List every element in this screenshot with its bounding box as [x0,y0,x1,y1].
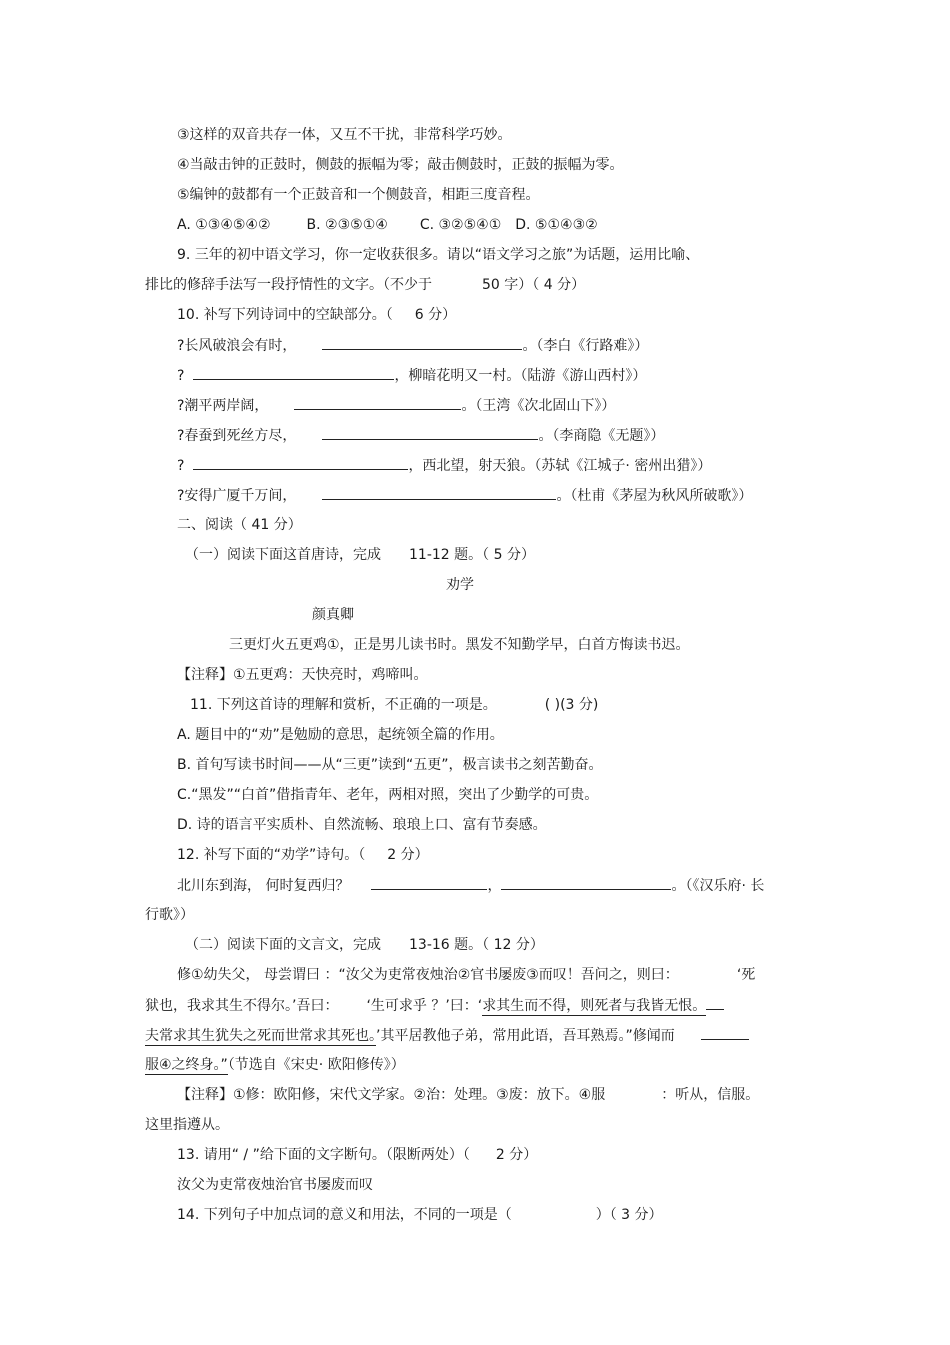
underlined-sentence-cont: 夫常求其生犹失之死而世常求其死也。 [145,1028,376,1044]
q10-blank-3[interactable] [294,395,461,410]
q11-option-c: C.“黑发”“白首”借指青年、老年，两相对照，突出了少勤学的可贵。 [177,787,599,803]
q13-text: 汝父为吏常夜烛治官书屡废而叹 [177,1177,373,1193]
q12-line-cont: 行歌》） [145,907,194,923]
q9-line-2: 排比的修辞手法写一段抒情性的文字。（不少于 50 字）（ 4 分） [145,277,586,293]
passage-line-4: 服④之终身。”（节选自《宋史· 欧阳修传》） [145,1057,405,1073]
q8-sentence-5: ⑤编钟的鼓都有一个正鼓音和一个侧鼓音，相距三度音程。 [177,187,540,203]
q12-line: 北川东到海， 何时复西归？ ， 。（《汉乐府· 长 [177,875,764,896]
q8-sentence-4: ④当敲击钟的正鼓时，侧鼓的振幅为零；敲击侧鼓时，正鼓的振幅为零。 [177,157,624,173]
q10-blank-6[interactable] [322,485,556,500]
q8-option-d: D. ⑤①④③② [515,217,598,233]
passage-line-3: 夫常求其生犹失之死而世常求其死也。’其平居教他子弟，常用此语，吾耳熟焉。”修闻而 [145,1025,749,1046]
q10-poem-4: ?春蚕到死丝方尽， 。（李商隐《无题》） [177,425,664,446]
poem-author: 颜真卿 [312,607,354,623]
q10-blank-2[interactable] [193,365,394,380]
passage-line-1: 修①幼失父， 母尝谓曰 ：“汝父为吏常夜烛治②官书屡废③而叹！吾问之，则曰： ‘死 [177,967,756,983]
q12-stem: 12. 补写下面的“劝学”诗句。（ 2 分） [177,847,429,863]
q12-blank-2[interactable] [501,875,671,890]
q11-stem: 11. 下列这首诗的理解和赏析，不正确的一项是。 ( )(3 分) [190,697,599,713]
passage-line-2: 狱也，我求其生不得尔。’吾曰： ‘生可求乎 ？’曰：‘求其生而不得，则死者与我皆无恨。 [145,995,724,1016]
q12-blank-1[interactable] [371,875,487,890]
passage-note-2: 这里指遵从。 [145,1117,229,1133]
q14-stem: 14. 下列句子中加点词的意义和用法，不同的一项是（ ）（ 3 分） [177,1207,663,1223]
poem-note: 【注释】①五更鸡：天快亮时，鸡啼叫。 [177,667,428,683]
q11-option-d: D. 诗的语言平实质朴、自然流畅、琅琅上口、富有节奏感。 [177,817,547,833]
section-2-title: 二、阅读（ 41 分） [177,517,302,533]
q10-blank-5[interactable] [193,455,408,470]
q8-option-c: C. ③②⑤④① [419,217,502,233]
q10-poem-3: ?潮平两岸阔， 。（王湾《次北固山下》） [177,395,615,416]
part-2-title: （二）阅读下面的文言文，完成 13-16 题。（ 12 分） [185,937,544,953]
part-1-title: （一）阅读下面这首唐诗，完成 11-12 题。（ 5 分） [185,547,535,563]
q11-option-a: A. 题目中的“劝”是勉励的意思，起统领全篇的作用。 [177,727,504,743]
q10-poem-1: ?长风破浪会有时， 。（李白《行路难》） [177,335,648,356]
q13-stem: 13. 请用“ / ”给下面的文字断句。（限断两处）（ 2 分） [177,1147,538,1163]
underlined-sentence: 求其生而不得，则死者与我皆无恨。 [482,998,707,1014]
q11-option-b: B. 首句写读书时间——从“三更”读到“五更”，极言读书之刻苦勤奋。 [177,757,603,773]
q10-blank-4[interactable] [322,425,538,440]
q9-line-1: 9. 三年的初中语文学习，你一定收获很多。请以“语文学习之旅”为话题，运用比喻、 [177,247,700,263]
q10-poem-2: ? ，柳暗花明又一村。（陆游《游山西村》） [177,365,646,386]
poem-title: 劝学 [446,577,474,593]
q10-poem-6: ?安得广厦千万间， 。（杜甫《茅屋为秋风所破歌》） [177,485,752,506]
underlined-sentence-end: 服④之终身。” [145,1057,228,1073]
q10-blank-1[interactable] [322,335,522,350]
q10-poem-5: ? ，西北望，射天狼。（苏轼《江城子· 密州出猎》） [177,455,711,476]
q8-option-b: B. ②③⑤①④ [306,217,388,233]
passage-note-1: 【注释】①修：欧阳修，宋代文学家。②治：处理。③废：放下。④服 ：听从，信服。 [177,1087,760,1103]
q8-sentence-3: ③这样的双音共存一体，又互不干扰，非常科学巧妙。 [177,127,512,143]
q8-options [177,215,598,235]
q10-title: 10. 补写下列诗词中的空缺部分。（ 6 分） [177,307,457,323]
poem-body: 三更灯火五更鸡①，正是男儿读书时。黑发不知勤学早，白首方悔读书迟。 [229,637,690,653]
q8-option-a: A. ①③④⑤④② [177,217,271,233]
